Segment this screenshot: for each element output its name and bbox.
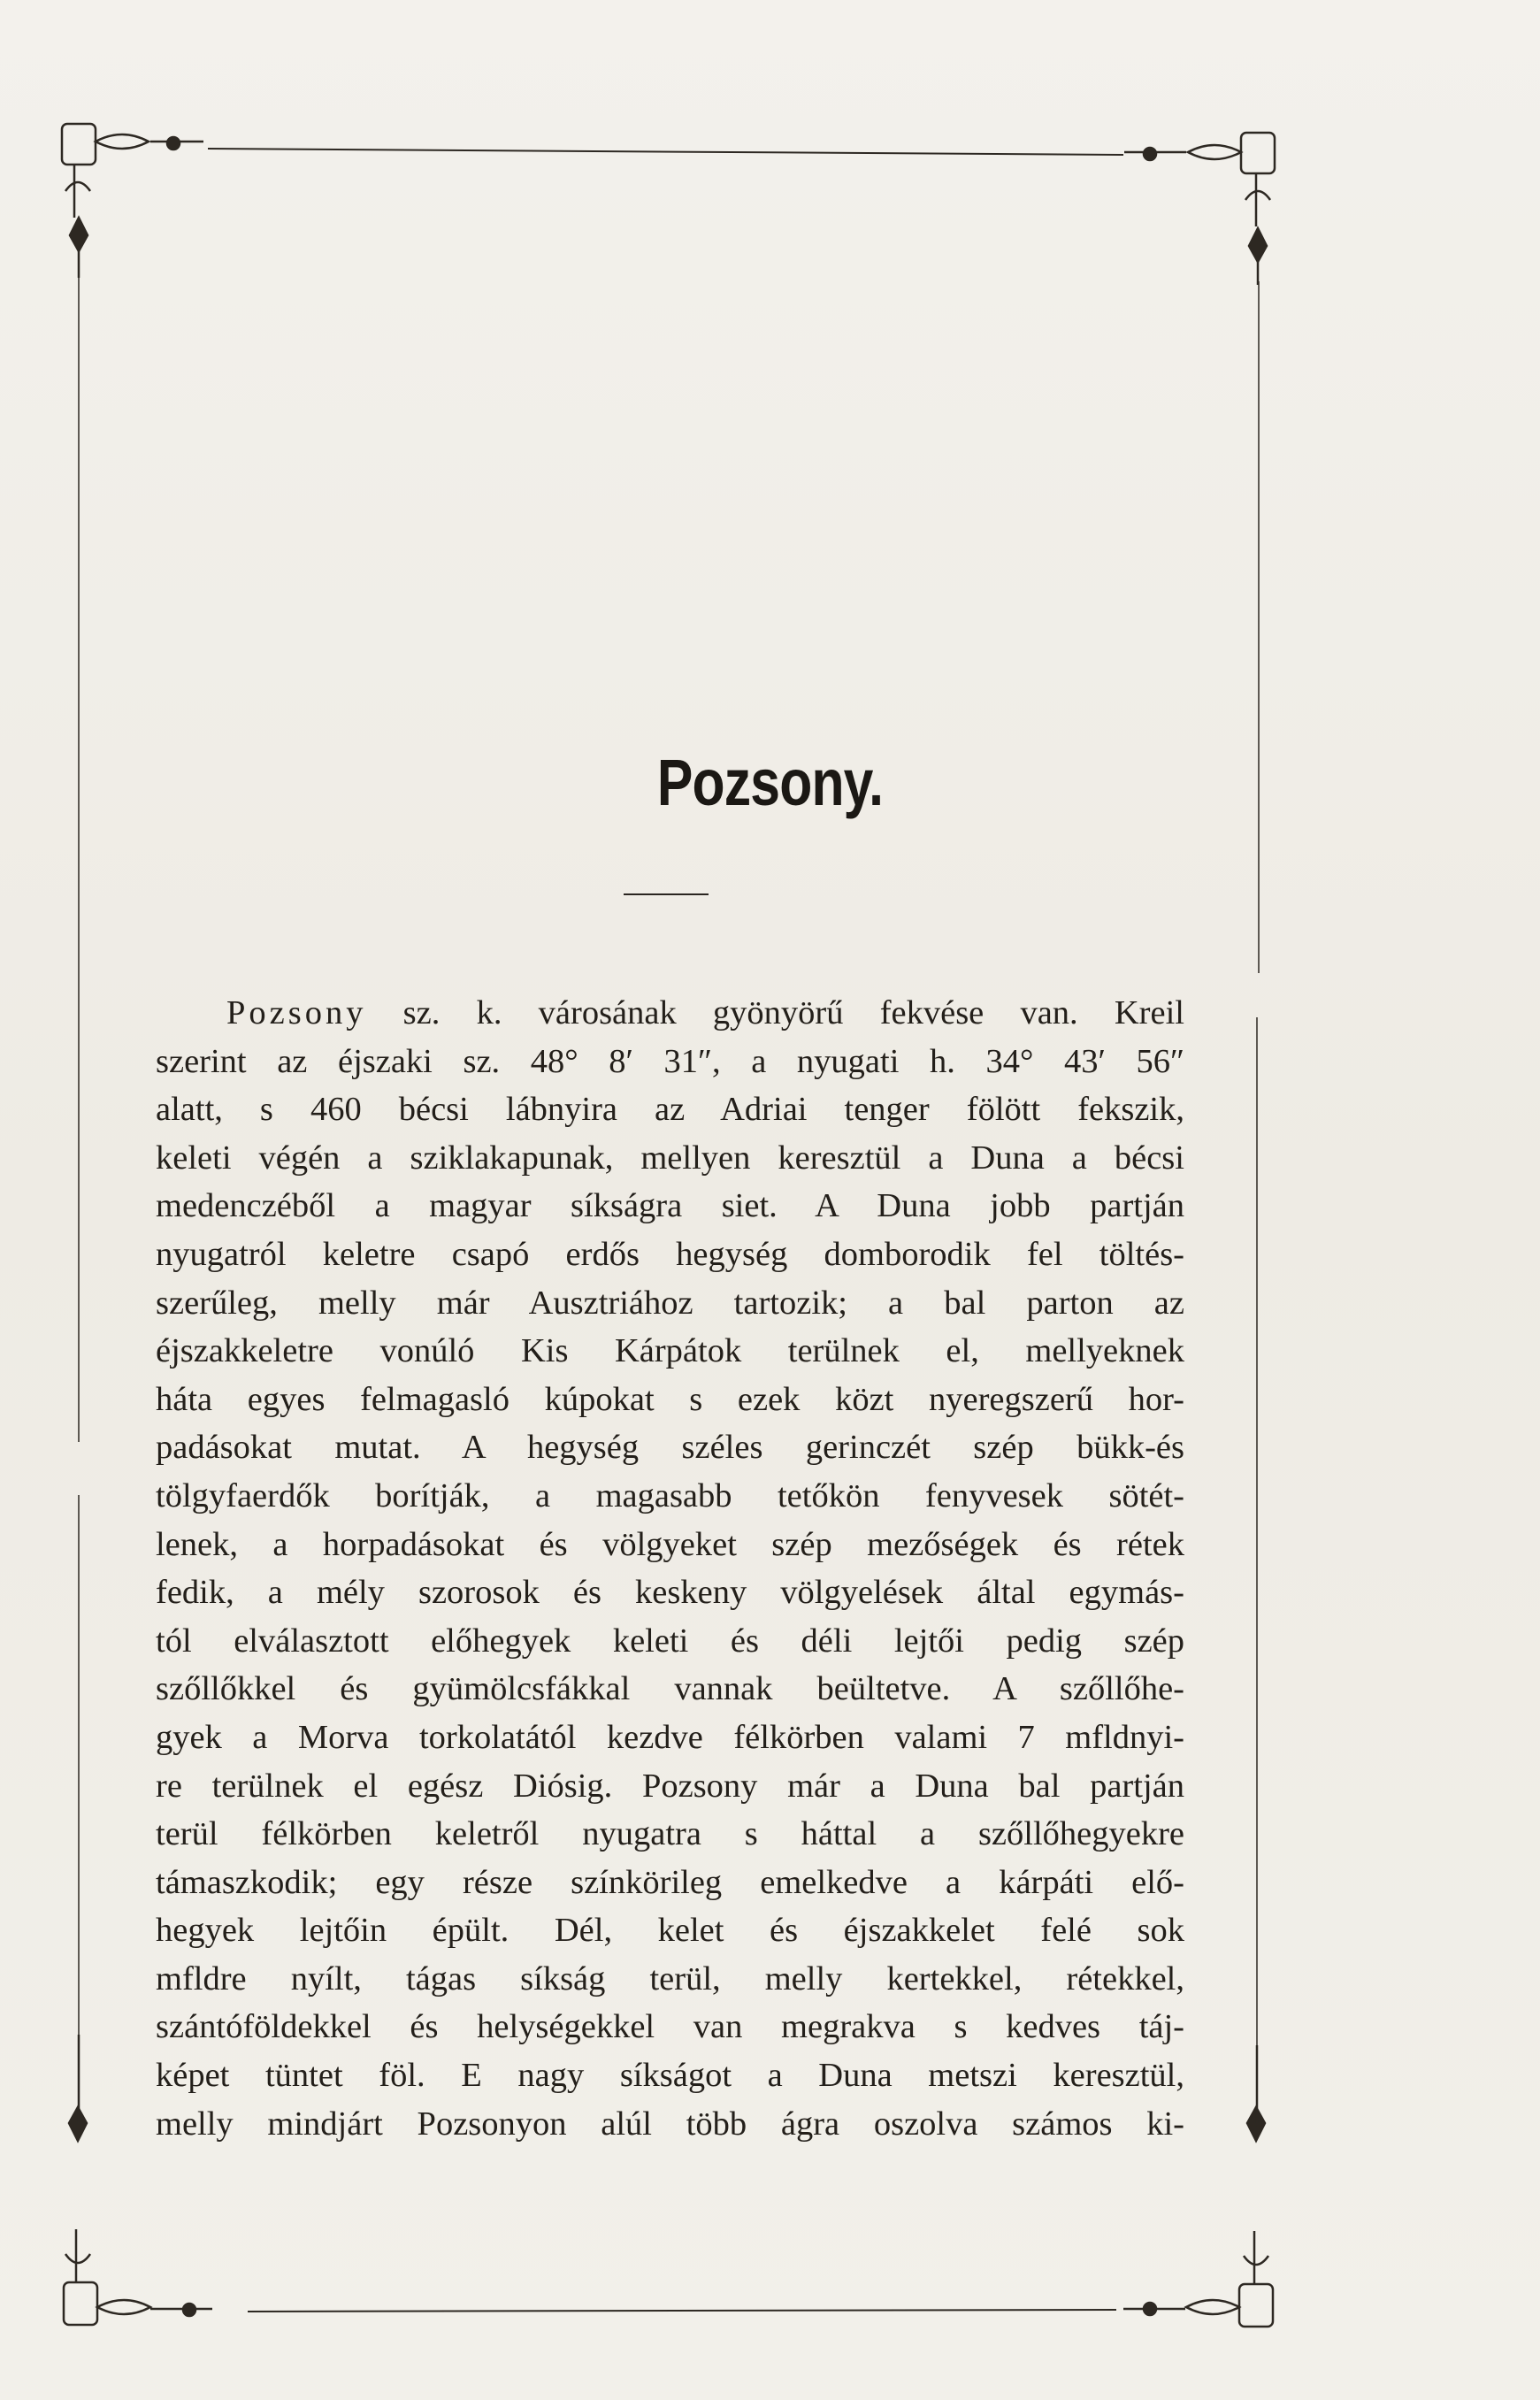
text-lead-word: Pozsony	[226, 994, 367, 1031]
text-line: képet tüntet föl. E nagy síkságot a Duna metszi keresztül,	[156, 2057, 1184, 2095]
corner-ornament-top-right	[1124, 133, 1275, 285]
page-title: Pozsony.	[656, 746, 884, 819]
text-line: melly mindjárt Pozsonyon alúl több ágra oszolva számos ki-	[156, 2105, 1184, 2143]
text-line: hegyek lejtőin épült. Dél, kelet és éjszakkelet felé sok	[156, 1912, 1184, 1950]
text-line: fedik, a mély szorosok és keskeny völgyelések által egymás-	[156, 1574, 1184, 1612]
text-line: re terülnek el egész Diósig. Pozsony már a Duna bal partján	[156, 1767, 1184, 1805]
text-line: terül félkörben keletről nyugatra s háttal a szőllőhegyekre	[156, 1815, 1184, 1853]
title-divider	[624, 893, 709, 895]
corner-ornament-top-left	[62, 124, 203, 278]
text-line: tól elválasztott előhegyek keleti és déli lejtői pedig szép	[156, 1622, 1184, 1660]
body-paragraph	[156, 989, 1184, 2148]
text-line: szerűleg, melly már Ausztriához tartozik; a bal parton az	[156, 1284, 1184, 1322]
text-line: szőllőkkel és gyümölcsfákkal vannak beültetve. A szőllőhe-	[156, 1670, 1184, 1708]
text-line: háta egyes felmagasló kúpokat s ezek közt nyeregszerű hor-	[156, 1380, 1184, 1418]
text-line: tölgyfaerdők borítják, a magasabb tetőkön fenyvesek sötét-	[156, 1476, 1184, 1514]
text-line: padásokat mutat. A hegység széles gerinczét szép bükk-és	[156, 1429, 1184, 1467]
text-line: mfldre nyílt, tágas síkság terül, melly kertekkel, rétekkel,	[156, 1959, 1184, 1997]
text-line: lenek, a horpadásokat és völgyeket szép mezőségek és rétek	[156, 1525, 1184, 1563]
text-line: alatt, s 460 bécsi lábnyira az Adriai tenger fölött fekszik,	[156, 1091, 1184, 1129]
text-line: támaszkodik; egy része színkörileg emelkedve a kárpáti elő-	[156, 1863, 1184, 1901]
text-line: szántóföldekkel és helységekkel van megrakva s kedves táj-	[156, 2008, 1184, 2046]
text-line: szerint az éjszaki sz. 48° 8′ 31″, a nyugati h. 34° 43′ 56″	[156, 1042, 1184, 1080]
text-line-rest: sz. k. városának gyönyörű fekvése van. Kreil	[366, 994, 1184, 1031]
text-line	[156, 989, 1184, 1038]
text-line: keleti végén a sziklakapunak, mellyen keresztül a Duna a bécsi	[156, 1139, 1184, 1177]
text-line: éjszakkeletre vonúló Kis Kárpátok terülnek el, mellyeknek	[156, 1332, 1184, 1370]
text-line: gyek a Morva torkolatától kezdve félkörben valami 7 mfldnyi-	[156, 1718, 1184, 1756]
text-line: medenczéből a magyar síkságra siet. A Duna jobb partján	[156, 1187, 1184, 1225]
text-line: nyugatról keletre csapó erdős hegység domborodik fel töltés-	[156, 1235, 1184, 1273]
